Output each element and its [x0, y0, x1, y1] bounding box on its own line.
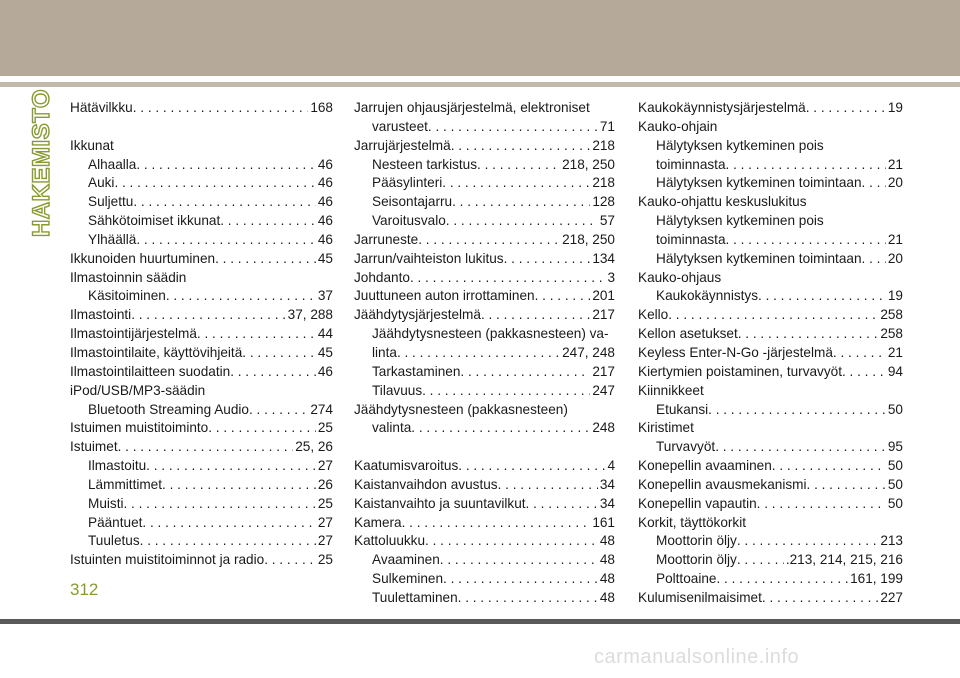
index-subentry [354, 344, 615, 363]
dot-leader [715, 438, 886, 457]
entry-pages: 37, 288 [287, 307, 333, 323]
entry-label: linta [372, 344, 397, 360]
entry-pages: 48 [599, 552, 615, 568]
index-column-1 [70, 99, 333, 570]
dot-leader [166, 287, 316, 306]
dot-leader [737, 551, 784, 570]
entry-pages: 258 [880, 307, 903, 323]
entry-pages: 227 [880, 589, 903, 605]
entry-label: Kaistanvaihdon avustus [354, 476, 498, 492]
index-subentry [70, 532, 333, 551]
index-column-2 [354, 99, 615, 608]
entry-label: Kaatumisvaroitus [354, 458, 459, 474]
index-subentry [354, 363, 615, 382]
entry-pages: 46 [317, 175, 333, 191]
index-heading: iPod/USB/MP3-säädin [70, 382, 206, 398]
section-title: HAKEMISTO [28, 88, 56, 238]
index-heading: Kiinnikkeet [638, 382, 704, 398]
index-subentry [638, 250, 903, 269]
entry-label: Juuttuneen auton irrottaminen [354, 288, 535, 304]
entry-label: varusteet [372, 118, 428, 134]
entry-pages: 21 [887, 156, 903, 172]
entry-label: Jäähdytysjärjestelmä [354, 307, 481, 323]
dot-leader [142, 514, 315, 533]
index-subentry [354, 156, 615, 175]
index-entry [638, 363, 903, 382]
index-entry [70, 325, 333, 344]
dot-leader [133, 99, 309, 118]
index-subentry [70, 495, 333, 514]
index-subentry [638, 231, 903, 250]
page-number: 312 [70, 580, 99, 599]
index-subheading: Hälytyksen kytkeminen pois [656, 137, 824, 153]
index-entry [70, 306, 333, 325]
dot-leader [422, 382, 590, 401]
dot-leader [242, 344, 316, 363]
entry-label: Konepellin avausmekanismi [638, 476, 807, 492]
index-subentry [638, 174, 903, 193]
entry-pages: 46 [317, 363, 333, 379]
index-entry [70, 344, 333, 363]
footer-stripe [0, 619, 960, 624]
entry-label: Istuimen muistitoiminto [70, 420, 209, 436]
index-subentry [354, 551, 615, 570]
index-subentry [638, 532, 903, 551]
entry-label: Kaukokäynnistys [656, 288, 759, 304]
dot-leader [458, 589, 598, 608]
index-heading: Jarrujen ohjausjärjestelmä, elektroniset [354, 100, 590, 115]
entry-pages: 218, 250 [562, 231, 615, 247]
entry-label: Tuuletus [88, 533, 140, 549]
dot-leader [772, 457, 886, 476]
entry-pages: 94 [887, 363, 903, 379]
index-entry [354, 269, 615, 288]
entry-pages: 218 [592, 175, 615, 191]
entry-pages: 27 [317, 533, 333, 549]
entry-label: Seisontajarru [372, 194, 453, 210]
entry-pages: 4 [607, 458, 615, 474]
index-subentry [70, 156, 333, 175]
index-entry [70, 438, 333, 457]
dot-leader [446, 212, 598, 231]
entry-label: Ikkunoiden huurtuminen [70, 250, 216, 266]
entry-label: Kaistanvaihto ja suuntavilkut [354, 495, 526, 511]
entry-label: Nesteen tarkistus [372, 156, 478, 172]
index-subentry [638, 401, 903, 420]
index-entry [638, 99, 903, 118]
dot-leader [708, 401, 886, 420]
dot-leader [397, 344, 560, 363]
index-entry [638, 589, 903, 608]
index-entry [638, 457, 903, 476]
dot-leader [402, 514, 591, 533]
index-entry [354, 514, 615, 533]
entry-pages: 21 [887, 231, 903, 247]
index-entry [354, 250, 615, 269]
dot-leader [220, 212, 316, 231]
entry-pages: 48 [599, 571, 615, 587]
entry-label: Istuimet [70, 439, 118, 455]
entry-label: Muisti [88, 495, 124, 511]
dot-leader [862, 174, 886, 193]
index-entry [354, 137, 615, 156]
entry-pages: 50 [887, 401, 903, 417]
entry-pages: 168 [310, 100, 333, 115]
index-heading: Kiristimet [638, 420, 694, 436]
index-subentry [638, 438, 903, 457]
entry-pages: 3 [607, 269, 615, 285]
entry-pages: 20 [887, 250, 903, 266]
index-entry [70, 419, 333, 438]
dot-leader [807, 476, 886, 495]
index-subentry [638, 156, 903, 175]
index-subentry [70, 212, 333, 231]
dot-leader [535, 287, 591, 306]
entry-pages: 218 [592, 137, 615, 153]
entry-label: Moottorin öljy [656, 552, 737, 568]
entry-label: Istuinten muistitoiminnot ja radio [70, 552, 265, 568]
dot-leader [118, 438, 294, 457]
dot-leader [481, 306, 590, 325]
entry-label: Käsitoiminen [88, 288, 166, 304]
dot-leader [737, 532, 878, 551]
index-entry [70, 250, 333, 269]
index-subentry [70, 401, 333, 420]
index-entry [354, 532, 615, 551]
entry-pages: 44 [317, 326, 333, 342]
entry-pages: 201 [592, 288, 615, 304]
entry-label: Ylhäällä [88, 231, 137, 247]
dot-leader [833, 344, 886, 363]
dot-leader [757, 495, 886, 514]
index-entry [354, 476, 615, 495]
entry-pages: 25, 26 [295, 439, 333, 455]
dot-leader [131, 306, 285, 325]
entry-label: Johdanto [354, 269, 410, 285]
dot-leader [526, 495, 598, 514]
entry-pages: 48 [599, 533, 615, 549]
index-heading: Kauko-ohjain [638, 118, 718, 134]
dot-leader [726, 231, 886, 250]
entry-label: Hälytyksen kytkeminen toimintaan [656, 175, 862, 191]
entry-label: Etukansi [656, 401, 709, 417]
entry-pages: .213, 214, 215, 216 [785, 552, 903, 568]
index-heading: Jäähdytysnesteen (pakkasnesteen) [354, 401, 568, 417]
entry-label: Moottorin öljy [656, 533, 737, 549]
entry-label: Kellon asetukset [638, 326, 738, 342]
index-heading: Kauko-ohjattu keskuslukitus [638, 194, 807, 210]
entry-pages: 27 [317, 458, 333, 474]
entry-pages: 19 [887, 100, 903, 115]
index-subheading: Hälytyksen kytkeminen pois [656, 213, 824, 229]
dot-leader [738, 325, 879, 344]
entry-pages: 50 [887, 476, 903, 492]
index-subentry [70, 231, 333, 250]
entry-label: Keyless Enter-N-Go -järjestelmä [638, 344, 833, 360]
entry-pages: 45 [317, 344, 333, 360]
entry-label: Kattoluukku [354, 533, 426, 549]
entry-pages: 26 [317, 476, 333, 492]
entry-label: Kaukokäynnistysjärjestelmä [638, 100, 806, 115]
dot-leader [428, 118, 598, 137]
entry-pages: 25 [317, 552, 333, 568]
section-tab [22, 88, 62, 238]
entry-label: Hälytyksen kytkeminen toimintaan [656, 250, 862, 266]
entry-pages: 25 [317, 495, 333, 511]
index-entry [354, 287, 615, 306]
entry-pages: 27 [317, 514, 333, 530]
entry-pages: 71 [599, 118, 615, 134]
header-stripe [0, 82, 960, 87]
entry-label: Jarruneste [354, 231, 419, 247]
dot-leader [716, 570, 848, 589]
entry-label: Tarkastaminen [372, 363, 461, 379]
dot-leader [197, 325, 316, 344]
dot-leader [668, 306, 878, 325]
entry-pages: 50 [887, 458, 903, 474]
index-entry [638, 306, 903, 325]
entry-pages: 46 [317, 231, 333, 247]
index-subentry [354, 589, 615, 608]
dot-leader [442, 174, 590, 193]
index-entry [354, 457, 615, 476]
entry-label: Kamera [354, 514, 402, 530]
entry-pages: 161, 199 [850, 571, 903, 587]
dot-leader [215, 250, 316, 269]
entry-pages: 258 [880, 326, 903, 342]
entry-label: Konepellin avaaminen [638, 458, 772, 474]
dot-leader [452, 193, 590, 212]
dot-leader [411, 419, 590, 438]
entry-label: Sähkötoimiset ikkunat [88, 213, 221, 229]
dot-leader [114, 174, 315, 193]
entry-label: Ilmastointilaite, käyttövihjeitä [70, 344, 243, 360]
index-entry [354, 306, 615, 325]
entry-label: Polttoaine [656, 571, 717, 587]
entry-pages: 218, 250 [562, 156, 615, 172]
index-subentry [638, 551, 903, 570]
index-subentry [70, 457, 333, 476]
entry-pages: 247 [592, 382, 615, 398]
index-entry [638, 495, 903, 514]
dot-leader [726, 156, 886, 175]
dot-leader [162, 476, 316, 495]
index-subentry [70, 514, 333, 533]
entry-pages: 25 [317, 420, 333, 436]
entry-pages: 46 [317, 156, 333, 172]
index-subentry [354, 174, 615, 193]
entry-label: valinta [372, 420, 412, 436]
entry-pages: 128 [592, 194, 615, 210]
watermark: carmanualsonline.info [594, 646, 800, 668]
index-subentry [70, 174, 333, 193]
entry-label: Jarrujärjestelmä [354, 137, 451, 153]
entry-label: Turvavyöt [656, 439, 716, 455]
dot-leader [458, 457, 605, 476]
entry-pages: 217 [592, 307, 615, 323]
index-entry [70, 363, 333, 382]
entry-pages: 57 [599, 213, 615, 229]
entry-pages: 21 [887, 344, 903, 360]
dot-leader [842, 363, 886, 382]
dot-leader [498, 476, 598, 495]
dot-leader [133, 193, 316, 212]
entry-label: Suljettu [88, 194, 134, 210]
dot-leader [440, 551, 598, 570]
dot-leader [425, 532, 598, 551]
entry-pages: 247, 248 [562, 344, 615, 360]
dot-leader [758, 287, 886, 306]
dot-leader [136, 156, 316, 175]
dot-leader [418, 231, 560, 250]
index-subentry [70, 287, 333, 306]
entry-label: Hätävilkku [70, 100, 133, 115]
entry-pages: 46 [317, 194, 333, 210]
entry-pages: 34 [599, 495, 615, 511]
entry-pages: 248 [592, 420, 615, 436]
entry-label: Alhaalla [88, 156, 137, 172]
entry-label: Avaaminen [372, 552, 440, 568]
dot-leader [862, 250, 886, 269]
entry-pages: 46 [317, 213, 333, 229]
dot-leader [230, 363, 316, 382]
entry-label: Pääntuet [88, 514, 143, 530]
entry-pages: 274 [310, 401, 333, 417]
index-entry [70, 551, 333, 570]
index-heading: Kauko-ohjaus [638, 269, 722, 285]
entry-label: Ilmastoitu [88, 458, 147, 474]
index-column-3 [638, 99, 903, 608]
entry-label: Pääsylinteri [372, 175, 443, 191]
entry-label: Varoitusvalo [372, 213, 446, 229]
entry-label: Ilmastointilaitteen suodatin [70, 363, 231, 379]
entry-pages: 37 [317, 288, 333, 304]
entry-pages: 161 [592, 514, 615, 530]
index-subentry [354, 193, 615, 212]
entry-pages: 19 [887, 288, 903, 304]
dot-leader [460, 363, 590, 382]
index-heading: Ikkunat [70, 137, 114, 153]
entry-pages: 20 [887, 175, 903, 191]
entry-label: Kello [638, 307, 669, 323]
index-subentry [70, 476, 333, 495]
dot-leader [264, 551, 316, 570]
dot-leader [504, 250, 591, 269]
header-band [0, 0, 960, 76]
entry-label: Tilavuus [372, 382, 423, 398]
dot-leader [140, 532, 316, 551]
entry-pages: 45 [317, 250, 333, 266]
index-subentry [354, 118, 615, 137]
index-entry [638, 476, 903, 495]
entry-label: Kiertymien poistaminen, turvavyöt [638, 363, 842, 379]
entry-label: Ilmastointi [70, 307, 132, 323]
entry-label: Kulumisenilmaisimet [638, 589, 762, 605]
index-subentry [638, 570, 903, 589]
index-subentry [354, 570, 615, 589]
entry-label: Ilmastointijärjestelmä [70, 326, 197, 342]
entry-label: toiminnasta [656, 231, 726, 247]
dot-leader [136, 231, 316, 250]
entry-pages: 48 [599, 589, 615, 605]
dot-leader [477, 156, 560, 175]
dot-leader [451, 137, 591, 156]
index-entry [638, 325, 903, 344]
index-subentry [354, 212, 615, 231]
entry-pages: 213 [880, 533, 903, 549]
entry-label: Jarrun/vaihteiston lukitus [354, 250, 504, 266]
index-subentry [638, 287, 903, 306]
entry-pages: 134 [592, 250, 615, 266]
entry-label: Konepellin vapautin [638, 495, 757, 511]
entry-pages: 50 [887, 495, 903, 511]
entry-label: toiminnasta [656, 156, 726, 172]
dot-leader [806, 99, 886, 118]
index-entry [354, 495, 615, 514]
index-subentry [70, 193, 333, 212]
entry-pages: 217 [592, 363, 615, 379]
entry-label: Lämmittimet [88, 476, 163, 492]
dot-leader [762, 589, 878, 608]
entry-pages: 34 [599, 476, 615, 492]
entry-label: Tuulettaminen [372, 589, 458, 605]
dot-leader [249, 401, 308, 420]
entry-label: Sulkeminen [372, 571, 444, 587]
dot-leader [124, 495, 316, 514]
entry-label: Bluetooth Streaming Audio [88, 401, 249, 417]
index-subentry [354, 419, 615, 438]
dot-leader [208, 419, 316, 438]
index-entry [354, 231, 615, 250]
index-entry [638, 344, 903, 363]
index-heading: Ilmastoinnin säädin [70, 269, 187, 285]
index-subentry [354, 382, 615, 401]
index-heading: Korkit, täyttökorkit [638, 514, 747, 530]
dot-leader [410, 269, 606, 288]
index-entry [70, 99, 333, 118]
entry-label: Auki [88, 175, 115, 191]
index-subheading: Jäähdytysnesteen (pakkasnesteen) va- [372, 326, 609, 342]
dot-leader [443, 570, 598, 589]
dot-leader [146, 457, 316, 476]
entry-pages: 95 [887, 439, 903, 455]
